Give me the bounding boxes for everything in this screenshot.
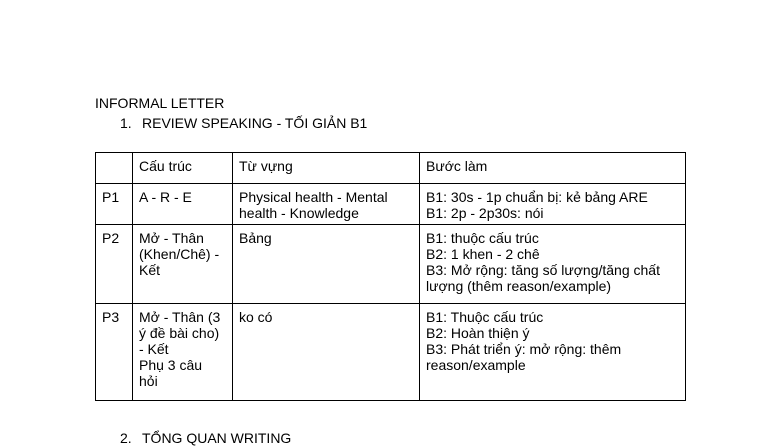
cell-part: P3: [96, 304, 133, 401]
cell-line: ko có: [239, 309, 273, 325]
cell-line: B2: 1 khen - 2 chê: [426, 246, 540, 262]
cell-part: P1: [96, 184, 133, 225]
table-row: [96, 225, 686, 304]
table-row: [96, 184, 686, 225]
cell-line: reason/example: [426, 357, 526, 373]
cell-line: A - R - E: [139, 189, 192, 205]
cell-line: Kết: [139, 262, 161, 278]
cell-steps: [420, 304, 686, 401]
list-text: REVIEW SPEAKING - TỐI GIẢN B1: [142, 115, 368, 131]
table-row: [96, 304, 686, 401]
document-heading: INFORMAL LETTER: [95, 95, 225, 111]
cell-line: B1: thuộc cấu trúc: [426, 230, 539, 246]
cell-structure: [133, 225, 233, 304]
list-text: TỔNG QUAN WRITING: [142, 430, 292, 446]
cell-line: Physical health - Mental: [239, 189, 388, 205]
cell-line: Phụ 3 câu: [139, 357, 203, 373]
list-item-writing-overview: [120, 430, 291, 446]
cell-line: B3: Mở rộng: tăng số lượng/tăng chất: [426, 262, 660, 278]
header-cell-steps: Bước làm: [420, 153, 686, 184]
cell-line: Bảng: [239, 230, 272, 246]
cell-line: - Kết: [139, 341, 169, 357]
cell-line: B1: 2p - 2p30s: nói: [426, 205, 544, 221]
cell-line: B2: Hoàn thiện ý: [426, 325, 530, 341]
list-number: 1.: [120, 115, 132, 131]
cell-line: (Khen/Chê) -: [139, 246, 220, 262]
cell-steps: [420, 184, 686, 225]
header-cell-structure: Cấu trúc: [133, 153, 233, 184]
header-cell-empty: [96, 153, 133, 184]
cell-line: lượng (thêm reason/example): [426, 278, 612, 294]
cell-line: ý đề bài cho): [139, 325, 220, 341]
speaking-table: [95, 152, 686, 401]
table-header-row: [96, 153, 686, 184]
cell-line: B1: Thuộc cấu trúc: [426, 309, 544, 325]
cell-line: hỏi: [139, 373, 158, 389]
list-number: 2.: [120, 430, 132, 446]
cell-line: Mở - Thân (3: [139, 309, 221, 325]
cell-line: B1: 30s - 1p chuẩn bị: kẻ bảng ARE: [426, 189, 648, 205]
cell-line: B3: Phát triển ý: mở rộng: thêm: [426, 341, 622, 357]
cell-vocab: [233, 184, 420, 225]
cell-part: P2: [96, 225, 133, 304]
cell-line: Mở - Thân: [139, 230, 204, 246]
cell-line: health - Knowledge: [239, 205, 359, 221]
cell-vocab: [233, 225, 420, 304]
cell-structure: [133, 184, 233, 225]
cell-structure: [133, 304, 233, 401]
list-item-review-speaking: [120, 115, 367, 131]
cell-vocab: [233, 304, 420, 401]
cell-steps: [420, 225, 686, 304]
header-cell-vocab: Từ vựng: [233, 153, 420, 184]
